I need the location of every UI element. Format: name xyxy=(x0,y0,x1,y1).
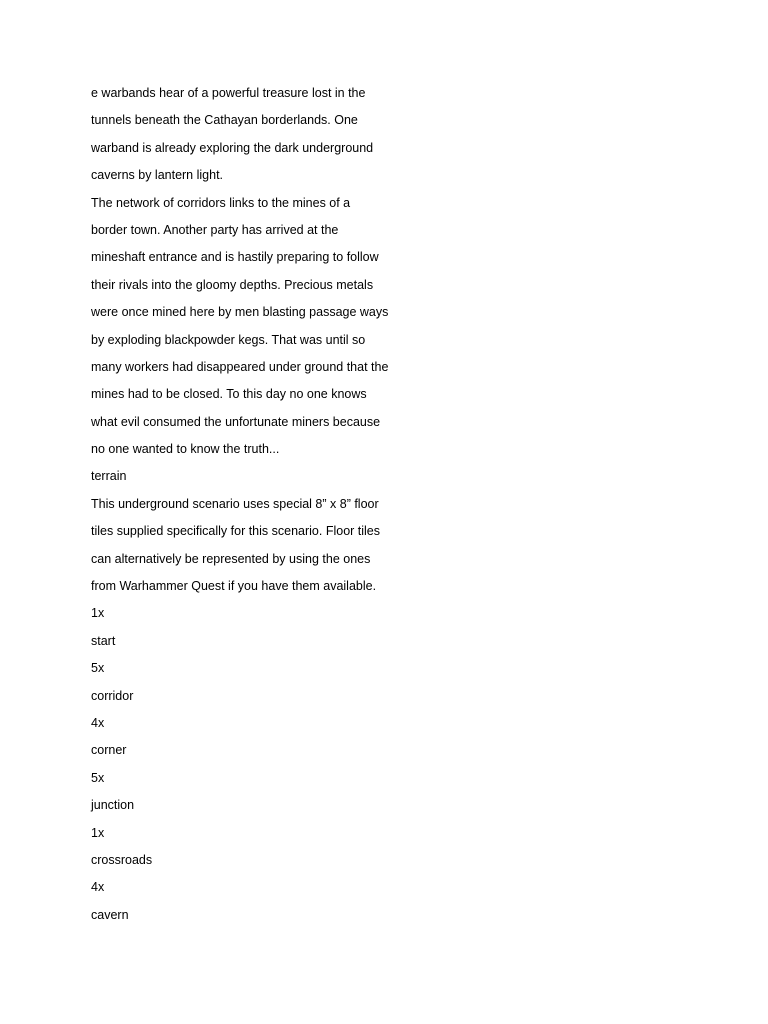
terrain-line: tiles supplied specifically for this scenario. Floor tiles xyxy=(91,524,381,539)
story-line: mines had to be closed. To this day no one knows xyxy=(91,387,367,402)
tile-count: 1x xyxy=(91,825,105,840)
story-line: The network of corridors links to the mines of a xyxy=(91,195,351,210)
story-line: many workers had disappeared under ground that the xyxy=(91,359,389,374)
terrain-line: This underground scenario uses special 8” x 8” floor xyxy=(91,496,379,511)
tile-name: corridor xyxy=(91,688,134,703)
story-line: what evil consumed the unfortunate miners because xyxy=(91,414,381,429)
story-line: were once mined here by men blasting passage ways xyxy=(91,305,389,320)
tile-name: cavern xyxy=(91,907,129,922)
tile-name: crossroads xyxy=(91,852,153,867)
tile-count: 5x xyxy=(91,770,105,785)
tile-name: start xyxy=(91,633,116,648)
intro-line: warband is already exploring the dark underground xyxy=(91,140,374,155)
tile-name: corner xyxy=(91,743,127,758)
terrain-line: can alternatively be represented by using the ones xyxy=(91,551,371,566)
story-line: by exploding blackpowder kegs. That was until so xyxy=(91,332,366,347)
story-line: border town. Another party has arrived at the xyxy=(91,222,339,237)
intro-line: tunnels beneath the Cathayan borderlands. One xyxy=(91,113,358,128)
terrain-line: from Warhammer Quest if you have them available. xyxy=(91,579,377,594)
tile-count: 1x xyxy=(91,606,105,621)
intro-line: caverns by lantern light. xyxy=(91,168,224,183)
story-line: mineshaft entrance and is hastily preparing to follow xyxy=(91,250,379,265)
story-line: no one wanted to know the truth... xyxy=(91,442,280,457)
section-heading-terrain: terrain xyxy=(91,469,127,484)
tile-count: 4x xyxy=(91,715,105,730)
intro-line: e warbands hear of a powerful treasure lost in the xyxy=(91,86,366,100)
tile-count: 5x xyxy=(91,661,105,676)
story-line: their rivals into the gloomy depths. Precious metals xyxy=(91,277,374,292)
document-text xyxy=(91,80,421,929)
tile-count: 4x xyxy=(91,880,105,895)
tile-name: junction xyxy=(91,798,135,813)
